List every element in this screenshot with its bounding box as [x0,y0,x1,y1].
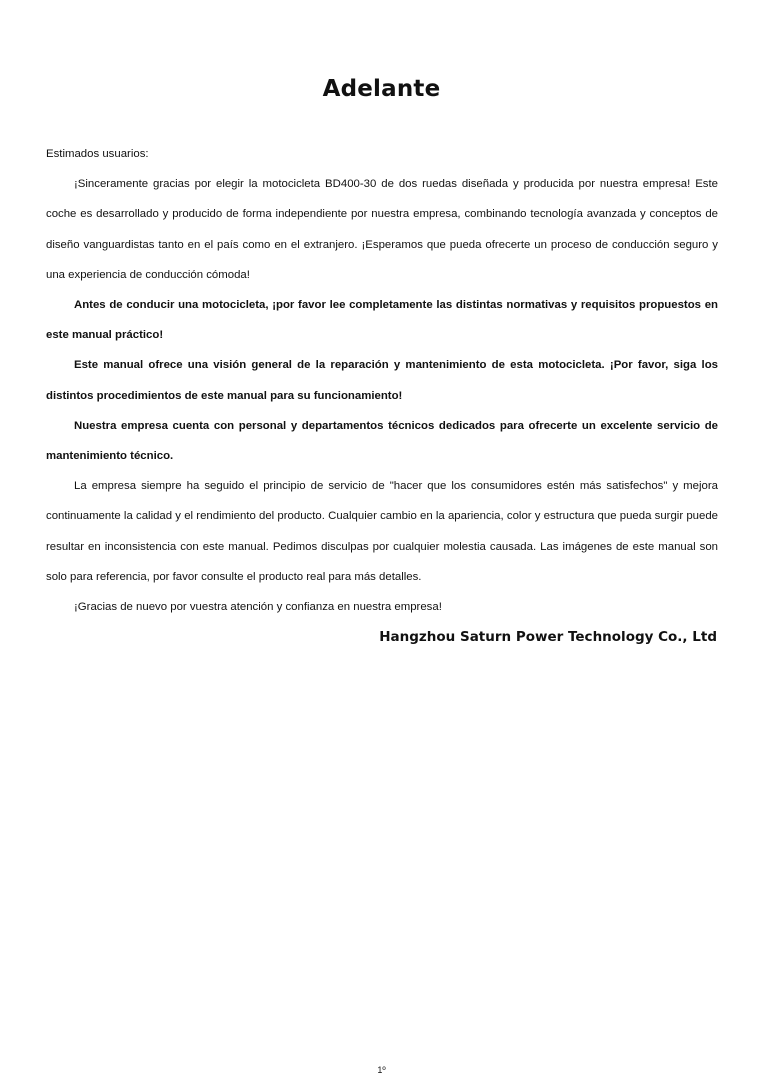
paragraph-closing: ¡Gracias de nuevo por vuestra atención y confianza en nuestra empresa! [74,601,442,614]
paragraph-manual-overview: Este manual ofrece una visión general de la reparación y mantenimiento de esta motocicleta. ¡Por favor, siga los distintos procedimientos de este manual para su funcionamiento! [46,359,718,402]
paragraph-technical-service: Nuestra empresa cuenta con personal y departamentos técnicos dedicados para ofrecerte un excelente servicio de mantenimiento técnico. [46,419,718,463]
page-title: Adelante [322,76,441,102]
paragraph-thanks: ¡Sinceramente gracias por elegir la motocicleta BD400-30 de dos ruedas diseñada y producida por nuestra empresa! Este coche es desarrollado y producido de forma independiente por nuestra empresa, combinando tecnología avanzada y conceptos de diseño vanguardistas tanto en el país como en el extranjero. ¡Esperamos que pueda ofrecerte un proceso de conducción seguro y una experiencia de conducción cómoda! [46,178,718,281]
company-signature: Hangzhou Saturn Power Technology Co., Ltd [379,629,717,645]
letter-body [46,139,718,622]
paragraph-read-manual: Antes de conducir una motocicleta, ¡por favor lee completamente las distintas normativas y requisitos propuestos en este manual práctico! [46,299,718,342]
page-number: 1º [377,1065,386,1075]
paragraph-service-principle: La empresa siempre ha seguido el principio de servicio de "hacer que los consumidores estén más satisfechos" y mejora continuamente la calidad y el rendimiento del producto. Cualquier cambio en la apariencia, color y estructura que pueda surgir puede resultar en inconsistencia con este manual. Pedimos disculpas por cualquier molestia causada. Las imágenes de este manual son solo para referencia, por favor consulte el producto real para más detalles. [46,480,718,583]
greeting: Estimados usuarios: [46,148,149,160]
